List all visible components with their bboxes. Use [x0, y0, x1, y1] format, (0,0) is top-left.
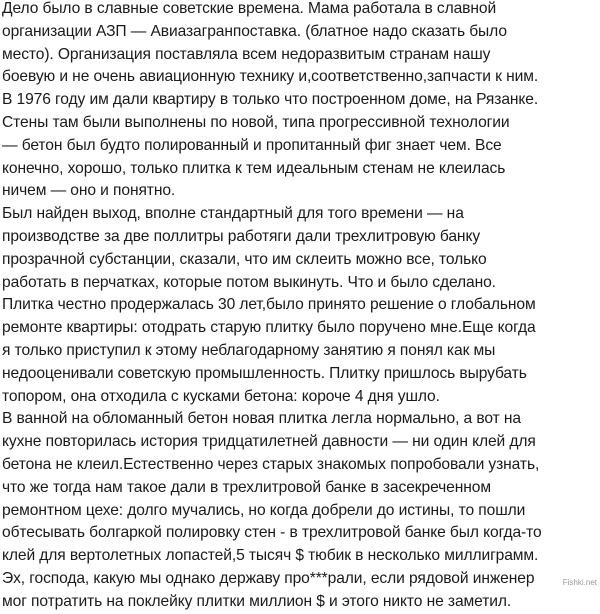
text-line-21: бетона не клеил.Естественно через старых знакомых попробовали узнать, [2, 455, 540, 473]
text-line-7: — бетон был будто полированный и пропитанный фиг знает чем. Все [2, 136, 502, 154]
text-line-9: ничем — оно и понятно. [2, 182, 176, 200]
text-line-20: кухне повторилась история тридцатилетней давности — ни один клей для [2, 433, 536, 451]
text-line-10: Был найден выход, вполне стандартный для того времени — на [2, 205, 464, 223]
fishki-watermark: Fishki.net [562, 578, 597, 587]
text-line-1: Дело было в славные советские времена. Мама работала в славной [2, 0, 497, 17]
text-line-8: конечно, хорошо, только плитка к тем идеальным стенам не клеилась [2, 159, 506, 177]
text-line-17: недооценивали советскую промышленность. Плитку пришлось вырубать [2, 364, 527, 382]
text-line-2: организации АЗП — Авиазагранпоставка. (блатное надо сказать было [2, 22, 507, 40]
text-line-23: ремонтном цехе: долго мучались, но когда добрели до истины, то пошли [2, 501, 526, 519]
text-line-14: Плитка честно продержалась 30 лет,было принято решение о глобальном [2, 296, 536, 314]
text-line-6: Стены там были выполнены по новой, типа прогрессивной технологии [2, 113, 510, 131]
story-text [2, 0, 598, 614]
text-line-5: В 1976 году им дали квартиру в только что построенном доме, на Рязанке. [2, 91, 539, 109]
text-line-3: место). Организация поставляла всем недоразвитым странам нашу [2, 45, 491, 63]
text-line-22: что же тогда нам такое дали в трехлитровой банке в засекреченном [2, 478, 491, 496]
text-line-13: работать в перчатках, которые потом выкинуть. Что и было сделано. [2, 273, 496, 291]
text-line-19: В ванной на обломанный бетон новая плитка легла нормально, а вот на [2, 410, 521, 428]
text-line-24: обтесывать болгаркой полировку стен - в трехлитровой банке был когда-то [2, 524, 542, 542]
text-line-11: производстве за две поллитры работяги дали трехлитровую банку [2, 227, 481, 245]
text-line-25: клей для вертолетных лопастей,5 тысяч $ тюбик в несколько миллиграмм. [2, 547, 539, 565]
text-line-16: я только приступил к этому неблагодарному занятию я понял как мы [2, 341, 496, 359]
text-line-4: боевую и не очень авиационную технику и,соответственно,запчасти к ним. [2, 68, 539, 86]
text-line-18: топором, она отходила с кусками бетона: короче 4 дня ушло. [2, 387, 440, 405]
text-line-26: Эх, господа, какую мы однако державу про***рали, если рядовой инженер [2, 569, 535, 587]
text-line-27: мог потратить на поклейку плитки миллион $ и этого никто не заметил. [2, 592, 512, 610]
text-line-15: ремонте квартиры: отодрать старую плитку было поручено мне.Еще когда [2, 319, 536, 337]
text-line-12: прозрачной субстанции, сказали, что им склеить можно все, только [2, 250, 487, 268]
